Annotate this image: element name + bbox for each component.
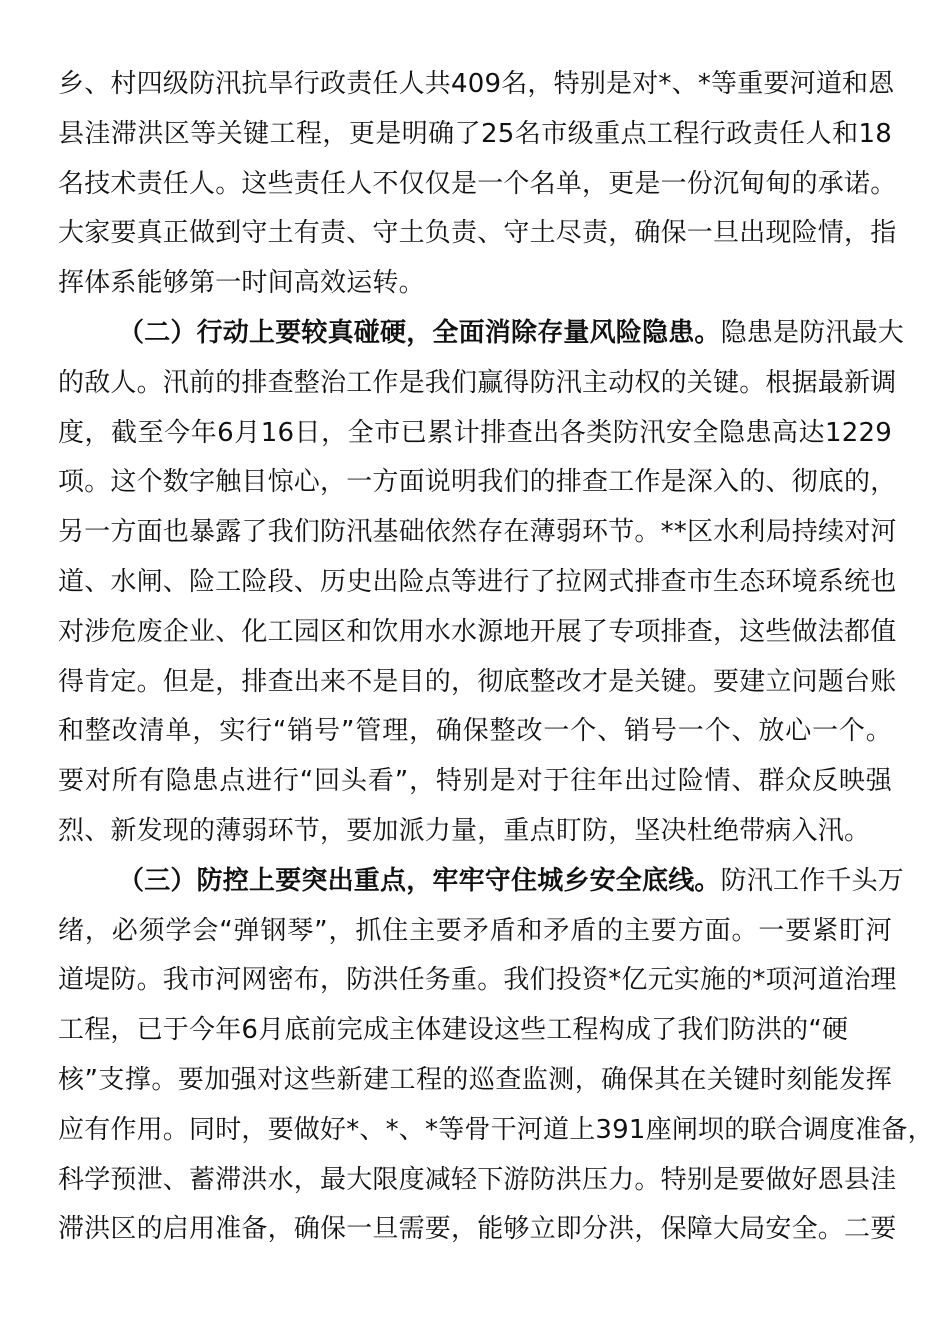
text-line: 科学预泄、蓄滞洪水，最大限度减轻下游防洪压力。特别是要做好恩县洼 — [58, 1164, 897, 1195]
text-line — [58, 309, 905, 359]
text-line: 道、水闸、险工险段、历史出险点等进行了拉网式排查市生态环境系统也 — [58, 566, 897, 597]
text-line: 名技术责任人。这些责任人不仅仅是一个名单，更是一份沉甸甸的承诺。 — [58, 168, 897, 199]
text-line: 的敌人。汛前的排查整治工作是我们赢得防汛主动权的关键。根据最新调 — [58, 367, 897, 398]
text-line: 得肯定。但是，排查出来不是目的，彻底整改才是关键。要建立问题台账 — [58, 666, 897, 697]
text-line: 项。这个数字触目惊心，一方面说明我们的排查工作是深入的、彻底的， — [58, 467, 897, 498]
paragraph-2 — [58, 309, 905, 857]
text-line: 挥体系能够第一时间高效运转。 — [58, 268, 425, 299]
text-line: 另一方面也暴露了我们防汛基础依然存在薄弱环节。**区水利局持续对河 — [58, 517, 897, 548]
text-line: 工程，已于今年6月底前完成主体建设这些工程构成了我们防洪的“硬 — [58, 1015, 849, 1046]
text-line: 绪，必须学会“弹钢琴”，抓住主要矛盾和矛盾的主要方面。一要紧盯河 — [58, 915, 892, 946]
text-line: 烈、新发现的薄弱环节，要加派力量，重点盯防，坚决杜绝带病入汛。 — [58, 815, 871, 846]
text-line: 和整改清单，实行“销号”管理，确保整改一个、销号一个、放心一个。 — [58, 716, 892, 747]
text-line: 度，截至今年6月16日，全市已累计排查出各类防汛安全隐患高达1229 — [58, 417, 892, 448]
section-heading-3: （三）防控上要突出重点，牢牢守住城乡安全底线。 — [118, 865, 721, 896]
text-line: 大家要真正做到守土有责、守土负责、守土尽责，确保一旦出现险情，指 — [58, 218, 897, 249]
text-line: 对涉危废企业、化工园区和饮用水水源地开展了专项排查，这些做法都值 — [58, 616, 897, 647]
text-line: 道堤防。我市河网密布，防洪任务重。我们投资*亿元实施的*项河道治理 — [58, 965, 897, 996]
document-page — [58, 60, 934, 1255]
text-line: 乡、村四级防汛抗旱行政责任人共409名，特别是对*、*等重要河道和恩 — [58, 69, 895, 99]
heading-followup-text: 隐患是防汛最大 — [720, 317, 905, 348]
paragraph-3 — [58, 857, 934, 1255]
text-line: 要对所有隐患点进行“回头看”，特别是对于往年出过险情、群众反映强 — [58, 766, 892, 797]
text-line — [58, 857, 905, 907]
section-heading-2: （二）行动上要较真碰硬，全面消除存量风险隐患。 — [118, 317, 721, 348]
text-line: 应有作用。同时，要做好*、*、*等骨干河道上391座闸坝的联合调度准备， — [58, 1114, 934, 1145]
text-line: 核”支撑。要加强对这些新建工程的巡查监测，确保其在关键时刻能发挥 — [58, 1064, 892, 1095]
paragraph-1 — [58, 60, 897, 309]
text-line: 县洼滞洪区等关键工程，更是明确了25名市级重点工程行政责任人和18 — [58, 118, 892, 149]
text-line: 滞洪区的启用准备，确保一旦需要，能够立即分洪，保障大局安全。二要 — [58, 1214, 897, 1245]
heading-followup-text: 防汛工作千头万 — [720, 865, 905, 896]
